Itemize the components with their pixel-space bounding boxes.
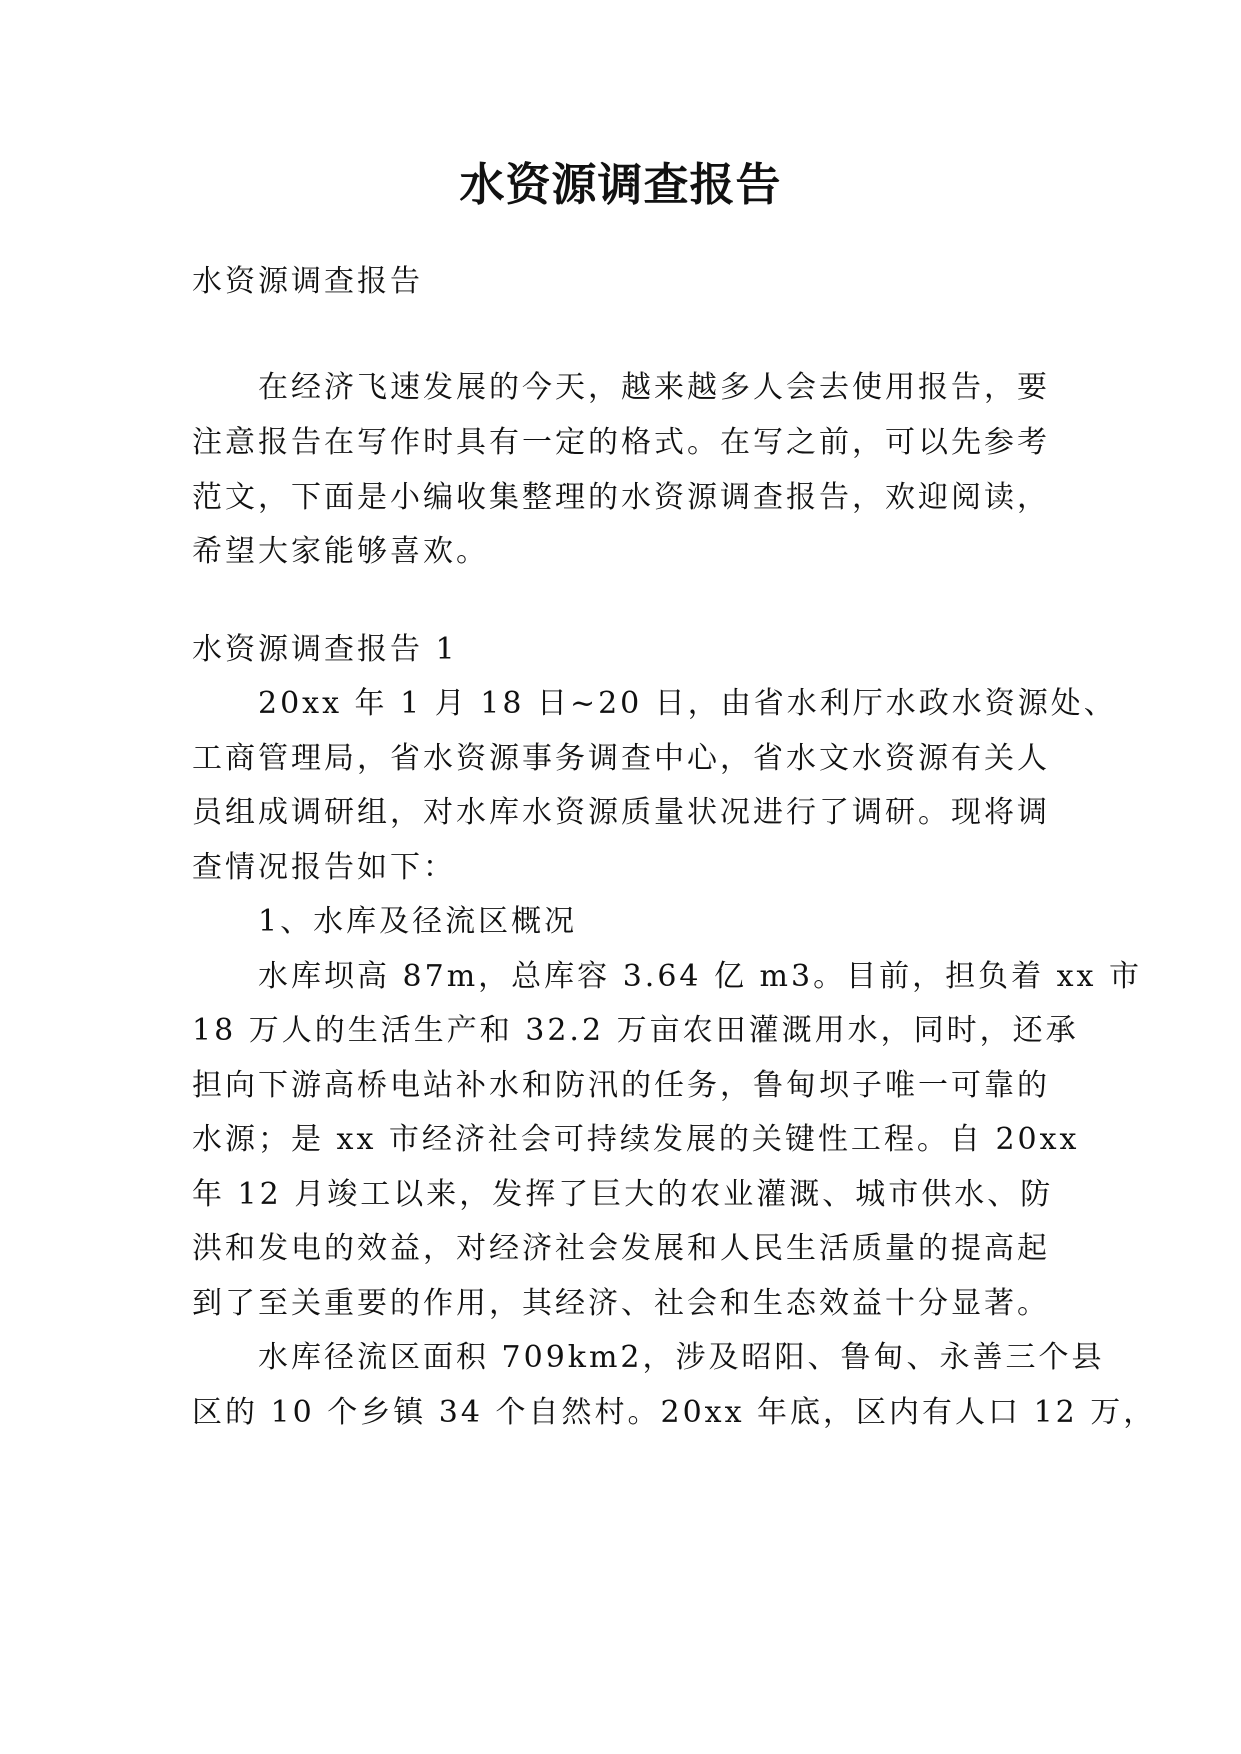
paragraph-line: 洪和发电的效益，对经济社会发展和人民生活质量的提高起 — [192, 1231, 1050, 1266]
paragraph-line: 查情况报告如下： — [192, 850, 456, 885]
intro-line: 注意报告在写作时具有一定的格式。在写之前，可以先参考 — [192, 425, 1050, 460]
paragraph-line: 到了至关重要的作用，其经济、社会和生态效益十分显著。 — [192, 1286, 1050, 1321]
paragraph-line: 水源；是 xx 市经济社会可持续发展的关键性工程。自 20xx — [192, 1122, 1080, 1157]
paragraph-line: 18 万人的生活生产和 32.2 万亩农田灌溉用水，同时，还承 — [192, 1013, 1079, 1048]
paragraph-line: 水库径流区面积 709km2，涉及昭阳、鲁甸、永善三个县 — [258, 1340, 1105, 1375]
paragraph-line: 担向下游高桥电站补水和防汛的任务，鲁甸坝子唯一可靠的 — [192, 1068, 1050, 1103]
section-heading: 水资源调查报告 1 — [192, 632, 458, 667]
paragraph-line: 水库坝高 87m，总库容 3.64 亿 m3。目前，担负着 xx 市 — [258, 959, 1143, 994]
intro-line: 在经济飞速发展的今天，越来越多人会去使用报告，要 — [258, 370, 1050, 405]
paragraph-line: 员组成调研组，对水库水资源质量状况进行了调研。现将调 — [192, 795, 1050, 830]
intro-line: 范文，下面是小编收集整理的水资源调查报告，欢迎阅读， — [192, 480, 1050, 515]
document-subtitle: 水资源调查报告 — [192, 264, 423, 299]
item-heading: 1、水库及径流区概况 — [258, 904, 578, 939]
paragraph-line: 20xx 年 1 月 18 日~20 日，由省水利厅水政水资源处、 — [258, 686, 1117, 721]
intro-line: 希望大家能够喜欢。 — [192, 534, 489, 569]
paragraph-line: 区的 10 个乡镇 34 个自然村。20xx 年底，区内有人口 12 万， — [192, 1395, 1157, 1430]
paragraph-line: 工商管理局，省水资源事务调查中心，省水文水资源有关人 — [192, 741, 1050, 776]
paragraph-line: 年 12 月竣工以来，发挥了巨大的农业灌溉、城市供水、防 — [192, 1177, 1054, 1212]
document-title: 水资源调查报告 — [459, 158, 782, 211]
